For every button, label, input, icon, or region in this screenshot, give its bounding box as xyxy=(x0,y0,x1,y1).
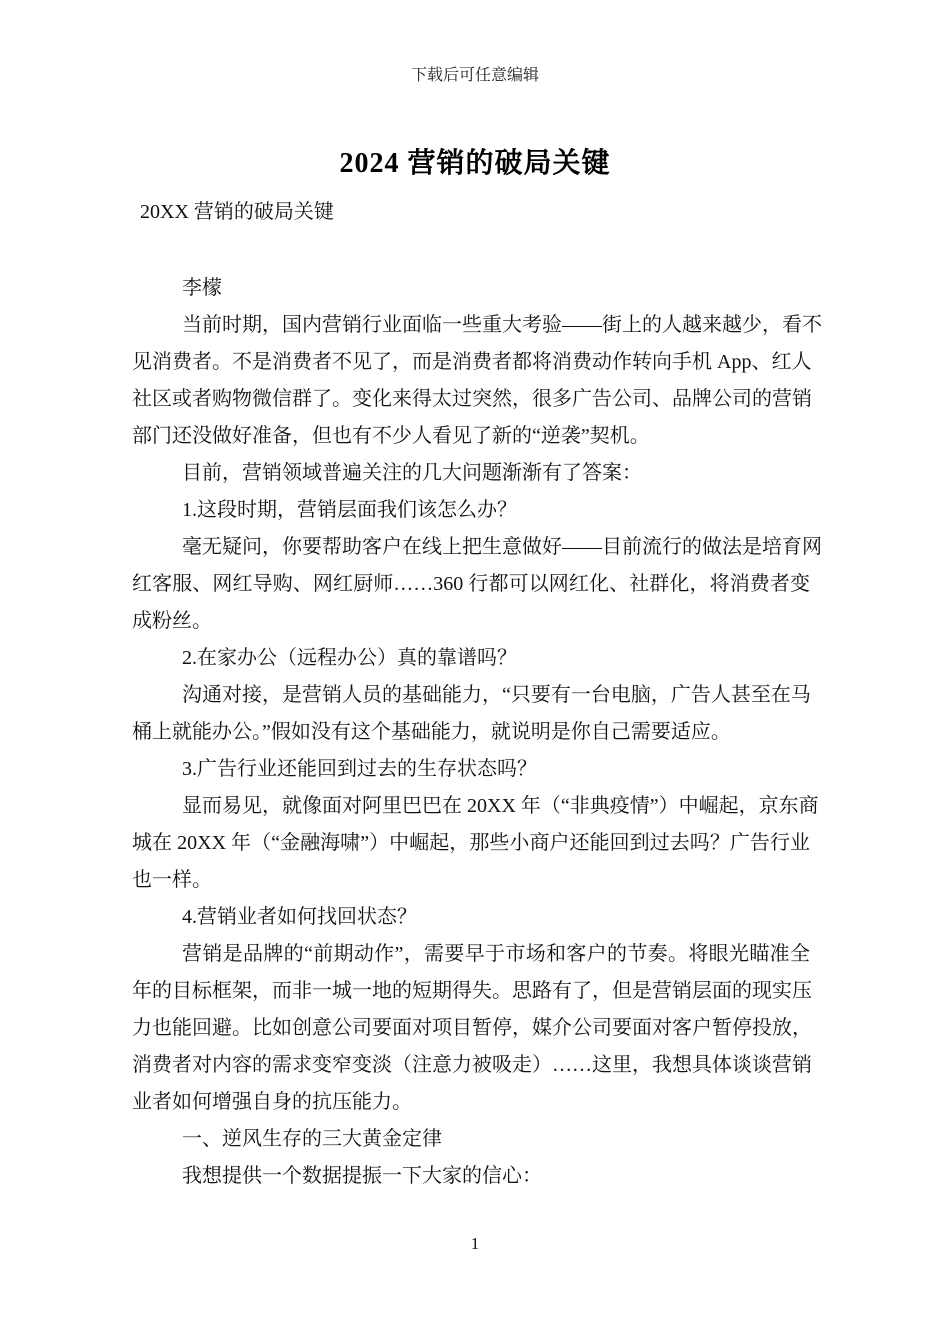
document-body xyxy=(132,270,822,1195)
text-line: 成粉丝。 xyxy=(132,610,212,632)
document-title: 2024 营销的破局关键 xyxy=(339,148,611,179)
text-line: 桶上就能办公。”假如没有这个基础能力，就说明是你自己需要适应。 xyxy=(132,721,731,743)
text-line: 4.营销业者如何找回状态？ xyxy=(182,906,417,928)
document-subtitle: 20XX 营销的破局关键 xyxy=(140,201,334,223)
text-line: 一、逆风生存的三大黄金定律 xyxy=(182,1128,442,1150)
text-line: 年的目标框架，而非一城一地的短期得失。思路有了，但是营销层面的现实压 xyxy=(132,980,812,1002)
text-line: 业者如何增强自身的抗压能力。 xyxy=(132,1091,412,1113)
text-line: 当前时期，国内营销行业面临一些重大考验——街上的人越来越少，看不 xyxy=(182,314,822,336)
text-line: 毫无疑问，你要帮助客户在线上把生意做好——目前流行的做法是培育网 xyxy=(182,536,822,558)
header-note: 下载后可任意编辑 xyxy=(410,67,539,84)
text-line: 红客服、网红导购、网红厨师……360 行都可以网红化、社群化，将消费者变 xyxy=(132,573,810,595)
text-line: 消费者对内容的需求变窄变淡（注意力被吸走）……这里，我想具体谈谈营销 xyxy=(132,1054,812,1076)
page-number: 1 xyxy=(470,1234,480,1253)
text-line: 营销是品牌的“前期动作”，需要早于市场和客户的节奏。将眼光瞄准全 xyxy=(182,943,810,965)
text-line: 社区或者购物微信群了。变化来得太过突然，很多广告公司、品牌公司的营销 xyxy=(132,388,812,410)
text-line: 见消费者。不是消费者不见了，而是消费者都将消费动作转向手机 App、红人 xyxy=(132,351,812,373)
text-line: 也一样。 xyxy=(132,869,212,891)
text-line: 2.在家办公（远程办公）真的靠谱吗？ xyxy=(182,647,517,669)
text-line: 城在 20XX 年（“金融海啸”）中崛起，那些小商户还能回到过去吗？广告行业 xyxy=(132,832,810,854)
text-line: 力也能回避。比如创意公司要面对项目暂停，媒介公司要面对客户暂停投放， xyxy=(132,1017,812,1039)
text-line: 1.这段时期，营销层面我们该怎么办？ xyxy=(182,499,517,521)
text-line: 显而易见，就像面对阿里巴巴在 20XX 年（“非典疫情”）中崛起，京东商 xyxy=(182,795,819,817)
text-line: 目前，营销领域普遍关注的几大问题渐渐有了答案： xyxy=(182,462,642,484)
text-line: 部门还没做好准备，但也有不少人看见了新的“逆袭”契机。 xyxy=(132,425,650,447)
text-line: 我想提供一个数据提振一下大家的信心： xyxy=(182,1165,542,1187)
text-line: 李檬 xyxy=(182,277,222,299)
text-line: 3.广告行业还能回到过去的生存状态吗？ xyxy=(182,758,537,780)
text-line: 沟通对接，是营销人员的基础能力，“只要有一台电脑，广告人甚至在马 xyxy=(182,684,811,706)
